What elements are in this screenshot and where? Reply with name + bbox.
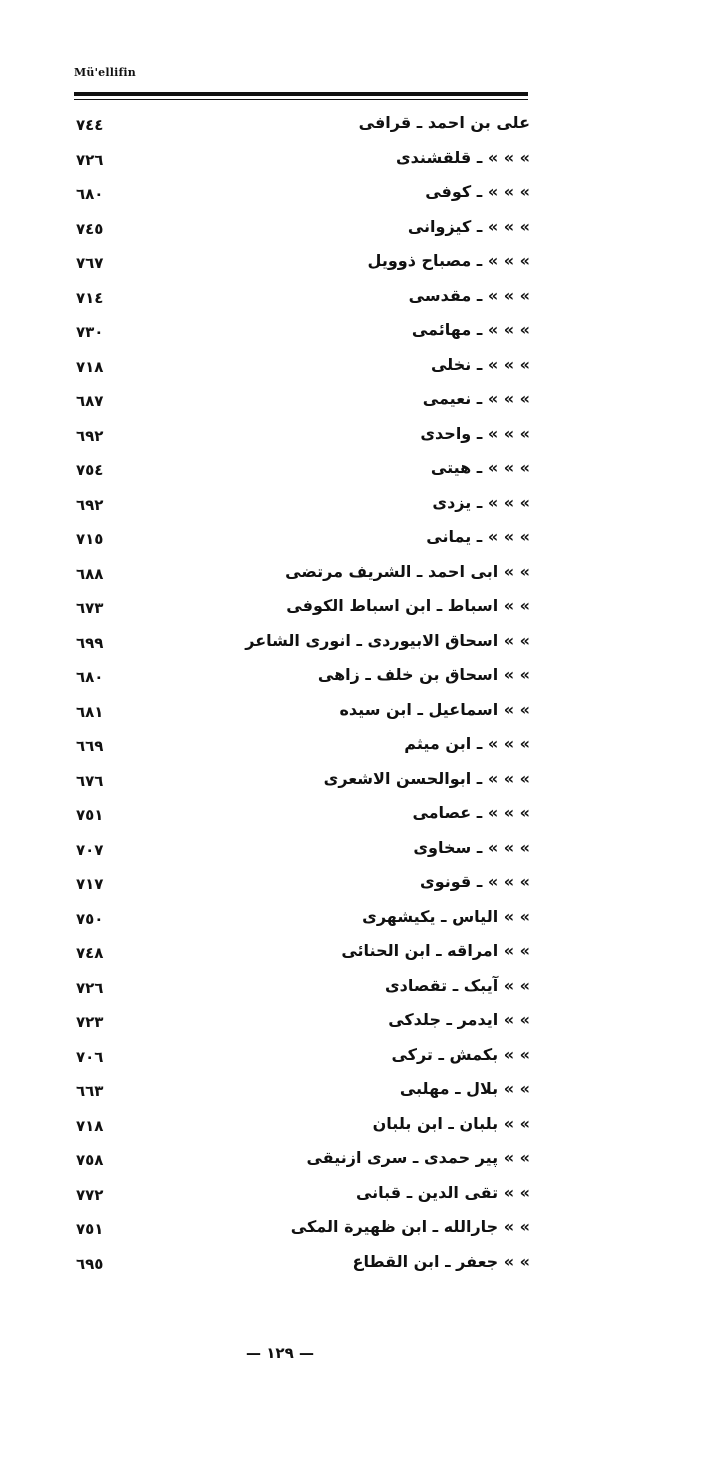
index-entry bbox=[70, 1147, 530, 1182]
index-entries bbox=[70, 112, 530, 1285]
index-entry bbox=[70, 1182, 530, 1217]
entry-page-number: ٦٩٢ bbox=[76, 426, 104, 445]
entry-author-name: » » » ـ مهائمی bbox=[411, 320, 530, 339]
index-entry bbox=[70, 871, 530, 906]
entry-author-name: » » جعفر ـ ابن القطاع bbox=[352, 1251, 530, 1271]
index-entry bbox=[70, 1078, 530, 1113]
entry-author-name: » » » ـ قلقشندی bbox=[396, 147, 530, 167]
entry-author-name: » » اسباط ـ ابن اسباط الکوفی bbox=[286, 596, 530, 615]
entry-page-number: ٦٨٠ bbox=[76, 185, 104, 203]
entry-page-number: ٧٤٤ bbox=[76, 116, 104, 134]
index-entry bbox=[70, 768, 530, 803]
entry-page-number: ٧١٨ bbox=[76, 357, 104, 376]
entry-page-number: ٧١٨ bbox=[76, 1116, 104, 1135]
entry-author-name: » » اسحاق بن خلف ـ زاهی bbox=[317, 665, 530, 684]
entry-author-name: » » » ـ ابن میثم bbox=[404, 734, 530, 753]
entry-author-name: » » » ـ یمانی bbox=[426, 527, 530, 546]
entry-author-name: علی بن احمد ـ قرافی bbox=[358, 113, 530, 132]
index-entry bbox=[70, 1009, 530, 1044]
index-entry bbox=[70, 802, 530, 837]
entry-author-name: » » » ـ واحدی bbox=[420, 423, 530, 443]
running-head: Mü'ellifin bbox=[74, 66, 136, 79]
entry-page-number: ٦٧٦ bbox=[76, 771, 104, 790]
index-entry bbox=[70, 492, 530, 527]
entry-page-number: ٧٣٠ bbox=[76, 323, 104, 341]
entry-page-number: ٦٩٢ bbox=[76, 495, 104, 514]
entry-page-number: ٧٢٦ bbox=[76, 978, 104, 997]
entry-page-number: ٧١٥ bbox=[76, 530, 104, 548]
index-entry bbox=[70, 388, 530, 423]
entry-author-name: » » الیاس ـ یکیشهری bbox=[362, 906, 530, 926]
index-entry bbox=[70, 285, 530, 320]
entry-page-number: ٦٨٧ bbox=[76, 392, 104, 410]
page-number: — ١٢٩ — bbox=[246, 1344, 314, 1362]
entry-author-name: » » » ـ کیزوانی bbox=[407, 216, 530, 236]
index-entry bbox=[70, 319, 530, 354]
entry-page-number: ٦٧٣ bbox=[76, 599, 104, 617]
entry-page-number: ٦٨١ bbox=[76, 702, 104, 721]
index-entry bbox=[70, 1251, 530, 1286]
index-entry bbox=[70, 147, 530, 182]
entry-page-number: ٧٥١ bbox=[76, 806, 104, 824]
index-entry bbox=[70, 181, 530, 216]
index-entry bbox=[70, 975, 530, 1010]
entry-page-number: ٧١٧ bbox=[76, 875, 104, 893]
entry-author-name: » » » ـ هیتی bbox=[430, 458, 530, 477]
entry-author-name: » » » ـ یزدی bbox=[432, 492, 530, 512]
index-entry bbox=[70, 837, 530, 872]
entry-page-number: ٧٤٨ bbox=[76, 944, 104, 962]
entry-page-number: ٧٠٧ bbox=[76, 840, 104, 859]
entry-page-number: ٦٨٠ bbox=[76, 668, 104, 686]
entry-page-number: ٦٦٩ bbox=[76, 737, 104, 755]
index-entry bbox=[70, 216, 530, 251]
entry-page-number: ٧٤٥ bbox=[76, 219, 104, 238]
index-entry bbox=[70, 630, 530, 665]
index-entry bbox=[70, 1044, 530, 1079]
index-entry bbox=[70, 906, 530, 941]
entry-page-number: ٧٥٠ bbox=[76, 909, 104, 928]
index-entry bbox=[70, 940, 530, 975]
entry-author-name: » » » ـ قونوی bbox=[420, 872, 530, 891]
header-rule-thick bbox=[74, 92, 528, 96]
entry-page-number: ٧٥١ bbox=[76, 1220, 104, 1238]
index-entry bbox=[70, 423, 530, 458]
entry-author-name: » » بکمش ـ ترکی bbox=[391, 1044, 530, 1064]
entry-author-name: » » ایدمر ـ جلدکی bbox=[388, 1010, 530, 1029]
entry-author-name: » » » ـ نخلی bbox=[430, 354, 530, 374]
entry-page-number: ٧٧٢ bbox=[76, 1185, 104, 1204]
entry-author-name: » » » ـ ابوالحسن الاشعری bbox=[323, 768, 530, 788]
entry-page-number: ٧٢٦ bbox=[76, 150, 104, 169]
entry-page-number: ٧٥٤ bbox=[76, 461, 104, 479]
entry-author-name: » » » ـ مقدسی bbox=[408, 285, 530, 305]
entry-author-name: » » » ـ نعیمی bbox=[422, 389, 530, 408]
entry-page-number: ٧٦٧ bbox=[76, 254, 104, 272]
index-entry bbox=[70, 1216, 530, 1251]
entry-author-name: » » پیر حمدی ـ سری ازنیقی bbox=[306, 1148, 530, 1167]
index-entry bbox=[70, 526, 530, 561]
index-entry bbox=[70, 664, 530, 699]
entry-page-number: ٦٦٣ bbox=[76, 1082, 104, 1100]
index-entry bbox=[70, 354, 530, 389]
header-rule-thin bbox=[74, 99, 528, 100]
entry-author-name: » » ابی احمد ـ الشریف مرتضی bbox=[285, 561, 530, 581]
entry-page-number: ٧٢٣ bbox=[76, 1013, 104, 1031]
entry-page-number: ٧٠٦ bbox=[76, 1047, 104, 1066]
entry-author-name: » » » ـ مصباح ذوویل bbox=[367, 251, 530, 270]
entry-author-name: » » امراقه ـ ابن الحنائی bbox=[341, 941, 530, 960]
index-entry bbox=[70, 250, 530, 285]
entry-author-name: » » اسماعیل ـ ابن سیده bbox=[339, 699, 530, 719]
entry-page-number: ٧١٤ bbox=[76, 288, 104, 307]
index-entry bbox=[70, 733, 530, 768]
index-entry bbox=[70, 595, 530, 630]
entry-author-name: » » بلال ـ مهلبی bbox=[399, 1079, 530, 1098]
index-entry bbox=[70, 699, 530, 734]
entry-page-number: ٦٩٥ bbox=[76, 1254, 104, 1273]
index-entry bbox=[70, 112, 530, 147]
entry-author-name: » » تقی الدین ـ قبانی bbox=[355, 1182, 530, 1202]
entry-page-number: ٦٨٨ bbox=[76, 564, 104, 583]
index-entry bbox=[70, 1113, 530, 1148]
index-entry bbox=[70, 457, 530, 492]
entry-author-name: » » آیبک ـ تقصادی bbox=[385, 975, 530, 995]
entry-author-name: » » » ـ کوفی bbox=[425, 182, 530, 201]
index-entry bbox=[70, 561, 530, 596]
entry-page-number: ٧٥٨ bbox=[76, 1151, 104, 1169]
entry-page-number: ٦٩٩ bbox=[76, 633, 104, 652]
entry-author-name: » » » ـ عصامی bbox=[412, 803, 530, 822]
entry-author-name: » » بلبان ـ ابن بلبان bbox=[372, 1113, 530, 1133]
entry-author-name: » » اسحاق الابیوردی ـ انوری الشاعر bbox=[245, 630, 530, 650]
entry-author-name: » » جارالله ـ ابن ظهیرة المکی bbox=[290, 1217, 530, 1236]
entry-author-name: » » » ـ سخاوی bbox=[413, 837, 530, 857]
